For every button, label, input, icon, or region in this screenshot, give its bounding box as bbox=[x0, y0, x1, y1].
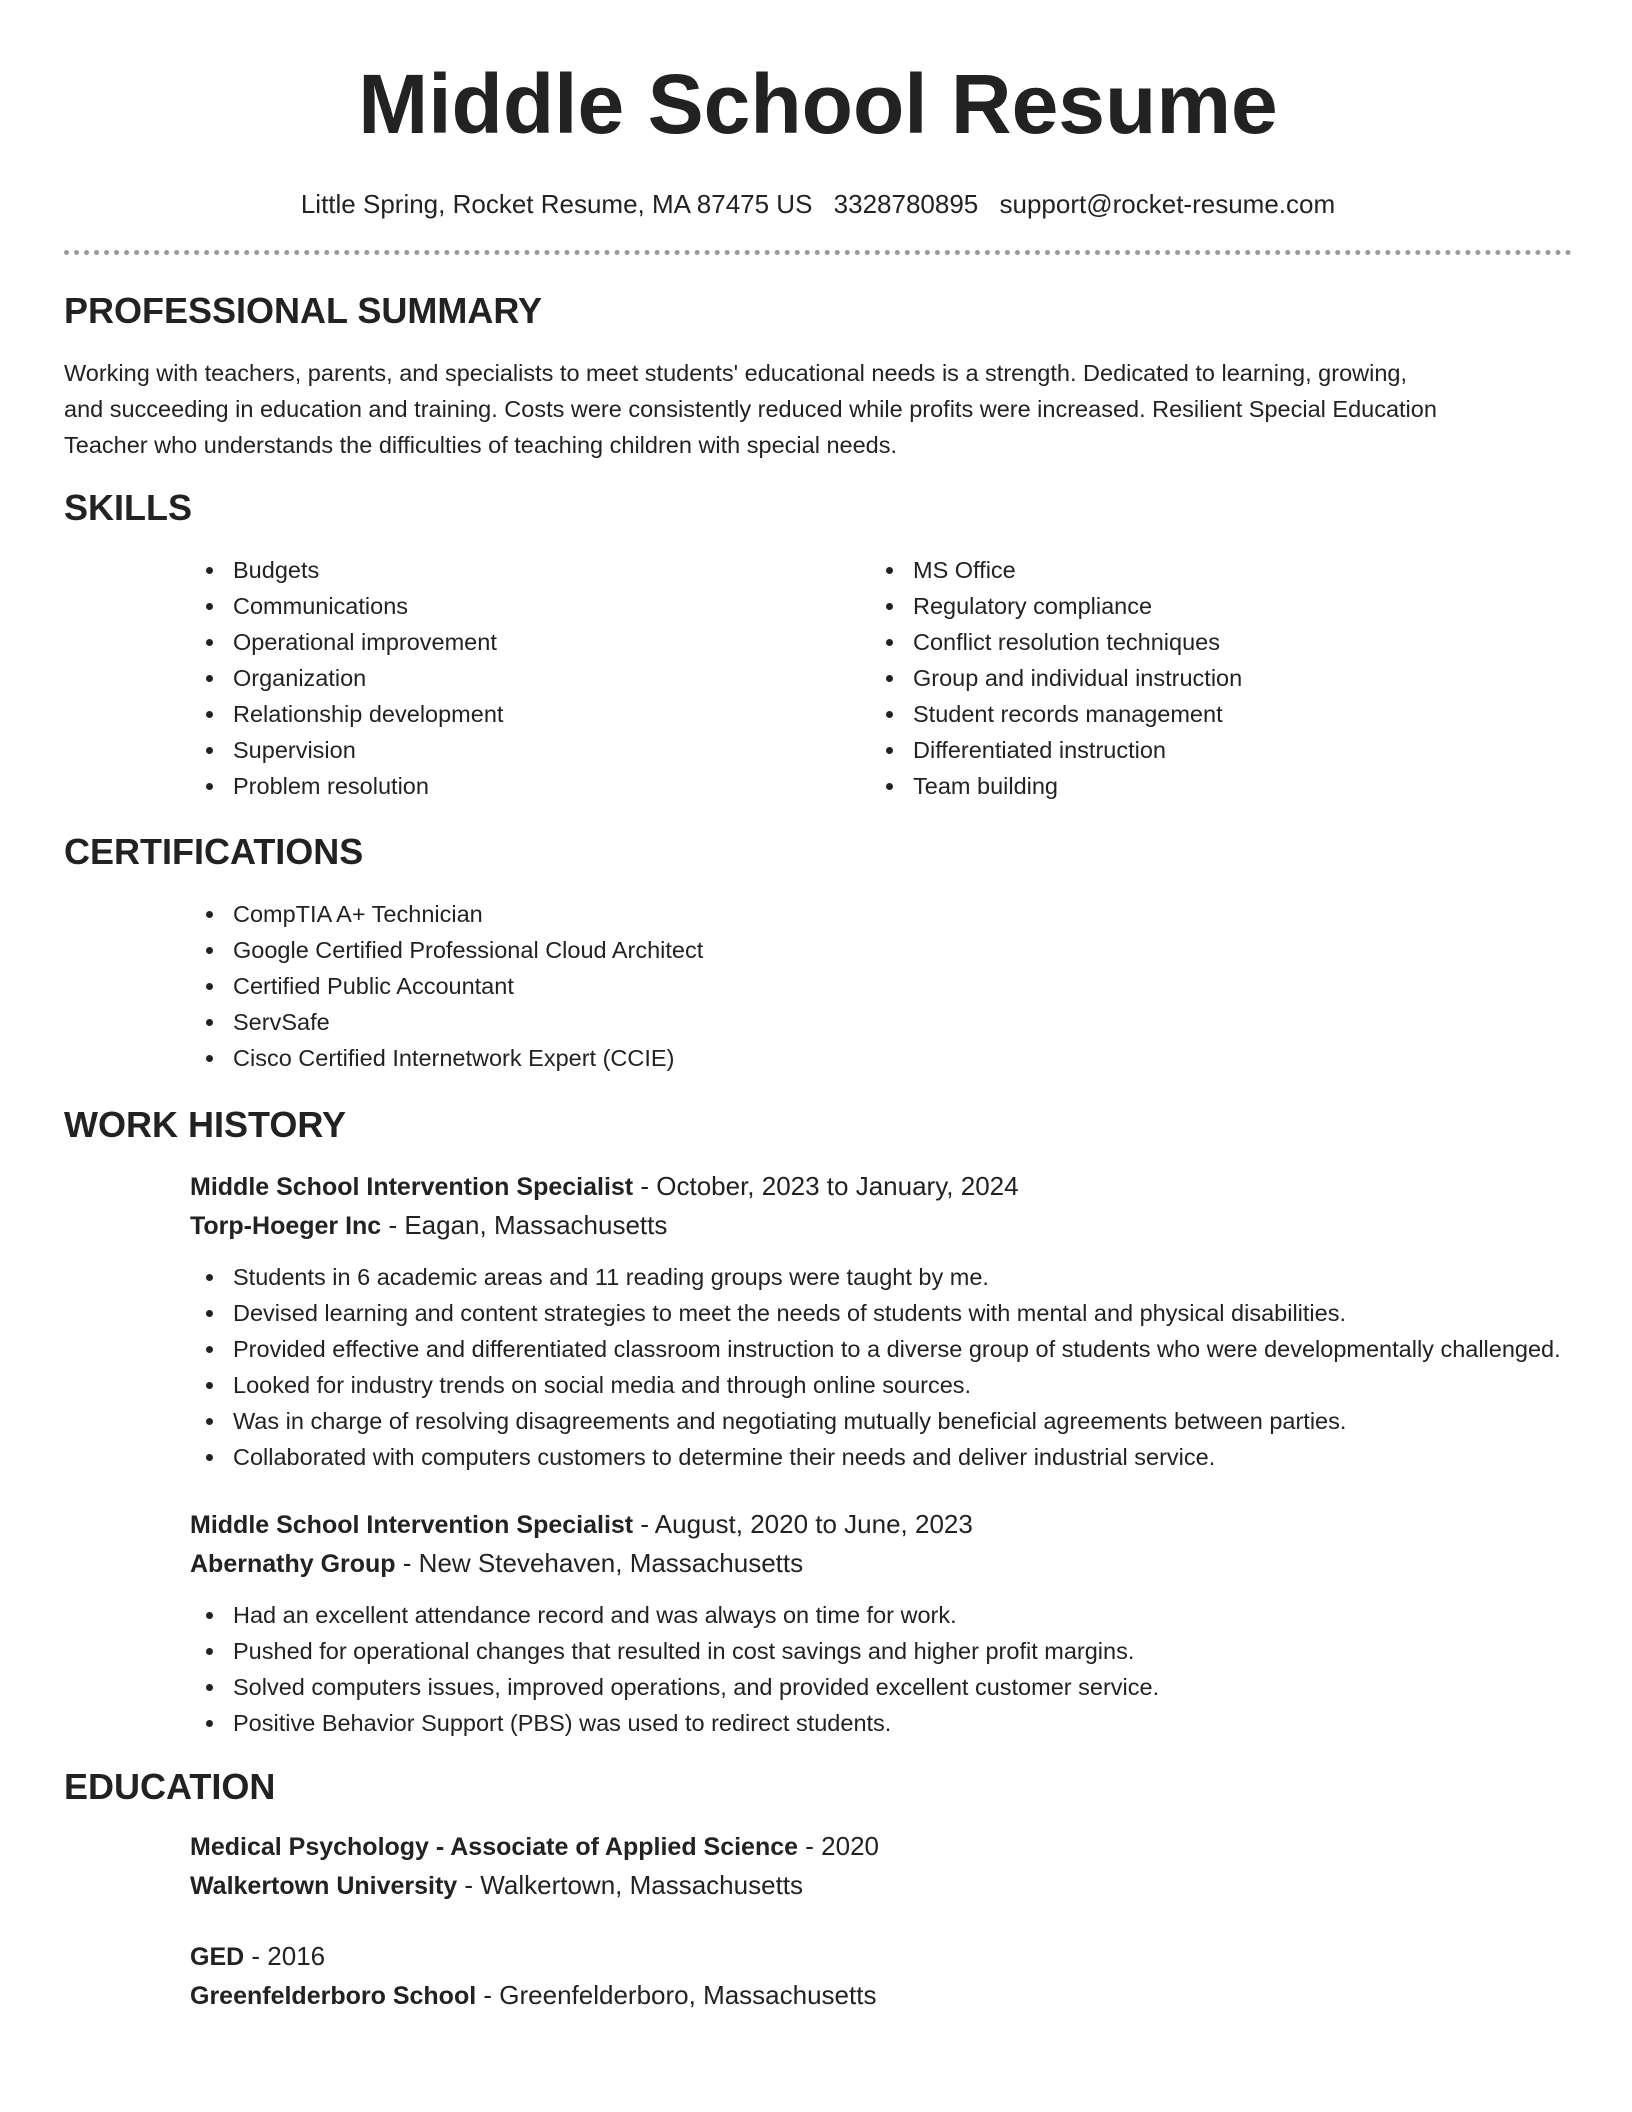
job-role: Middle School Intervention Specialist bbox=[190, 1511, 634, 1539]
education-degree-line bbox=[190, 1937, 1572, 1976]
resume-title: Middle School Resume bbox=[358, 57, 1278, 151]
job-entry bbox=[190, 1167, 1572, 1475]
education-school-line bbox=[190, 1866, 1572, 1905]
skill-item: Organization bbox=[190, 660, 870, 696]
header-divider bbox=[64, 250, 1572, 255]
job-company-line bbox=[190, 1544, 1572, 1583]
education-degree: Medical Psychology - Associate of Applied Science bbox=[190, 1833, 799, 1861]
section-title-work-history: WORK HISTORY bbox=[64, 1104, 347, 1145]
job-bullets bbox=[190, 1597, 1572, 1741]
job-location: - New Stevehaven, Massachusetts bbox=[395, 1548, 804, 1578]
education-section bbox=[64, 1765, 1572, 2015]
education-location: - Walkertown, Massachusetts bbox=[457, 1870, 804, 1900]
education-degree-line bbox=[190, 1827, 1572, 1866]
skill-item: Supervision bbox=[190, 732, 870, 768]
skill-item: Conflict resolution techniques bbox=[870, 624, 1550, 660]
certification-item: ServSafe bbox=[190, 1004, 1572, 1040]
job-title-line bbox=[190, 1505, 1572, 1544]
certification-item: Cisco Certified Internetwork Expert (CCIE) bbox=[190, 1040, 1572, 1076]
education-year: - 2020 bbox=[798, 1831, 879, 1861]
job-bullet: Had an excellent attendance record and was always on time for work. bbox=[190, 1597, 1573, 1633]
job-company-line bbox=[190, 1206, 1572, 1245]
skill-item: Problem resolution bbox=[190, 768, 870, 804]
skill-item: Regulatory compliance bbox=[870, 588, 1550, 624]
resume-header bbox=[64, 52, 1572, 255]
job-bullet: Provided effective and differentiated classroom instruction to a diverse group of students who were developmentally challenged. bbox=[190, 1331, 1573, 1367]
skills-section bbox=[64, 486, 1572, 804]
job-bullets bbox=[190, 1259, 1572, 1475]
education-entry bbox=[190, 1827, 1572, 1905]
skill-item: Relationship development bbox=[190, 696, 870, 732]
summary-section bbox=[64, 289, 1572, 463]
skill-item: Communications bbox=[190, 588, 870, 624]
resume-page bbox=[64, 0, 1572, 2015]
job-entry bbox=[190, 1505, 1572, 1741]
skill-item: Differentiated instruction bbox=[870, 732, 1550, 768]
summary-text: Working with teachers, parents, and specialists to meet students' educational needs is a strength. Dedicated to learning, growing, and succeeding in education and training. Costs were consistently reduced while profits were increased. Resilient Special Education Teacher who understands the difficulties of teaching children with special needs. bbox=[64, 360, 1437, 458]
job-bullet: Positive Behavior Support (PBS) was used to redirect students. bbox=[190, 1705, 1573, 1741]
contact-line bbox=[64, 186, 1572, 222]
contact-email: support@rocket-resume.com bbox=[999, 189, 1336, 219]
skill-item: MS Office bbox=[870, 552, 1550, 588]
job-bullet: Devised learning and content strategies to meet the needs of students with mental and physical disabilities. bbox=[190, 1295, 1573, 1331]
work-history-section bbox=[64, 1103, 1572, 1741]
job-bullet: Solved computers issues, improved operations, and provided excellent customer service. bbox=[190, 1669, 1573, 1705]
skill-item: Student records management bbox=[870, 696, 1550, 732]
education-location: - Greenfelderboro, Massachusetts bbox=[476, 1980, 877, 2010]
education-school-line bbox=[190, 1976, 1572, 2015]
certification-item: CompTIA A+ Technician bbox=[190, 896, 1572, 932]
job-company: Torp-Hoeger Inc bbox=[190, 1212, 382, 1240]
job-dates: - October, 2023 to January, 2024 bbox=[633, 1171, 1019, 1201]
job-location: - Eagan, Massachusetts bbox=[381, 1210, 668, 1240]
skill-item: Team building bbox=[870, 768, 1550, 804]
job-bullet: Was in charge of resolving disagreements and negotiating mutually beneficial agreements between parties. bbox=[190, 1403, 1573, 1439]
skill-item: Group and individual instruction bbox=[870, 660, 1550, 696]
job-company: Abernathy Group bbox=[190, 1550, 396, 1578]
section-title-skills: SKILLS bbox=[64, 487, 193, 528]
job-bullet: Looked for industry trends on social media and through online sources. bbox=[190, 1367, 1573, 1403]
job-bullet: Students in 6 academic areas and 11 reading groups were taught by me. bbox=[190, 1259, 1573, 1295]
certification-item: Google Certified Professional Cloud Architect bbox=[190, 932, 1572, 968]
skills-columns bbox=[190, 552, 1572, 804]
section-title-summary: PROFESSIONAL SUMMARY bbox=[64, 290, 543, 331]
skill-item: Budgets bbox=[190, 552, 870, 588]
job-dates: - August, 2020 to June, 2023 bbox=[633, 1509, 973, 1539]
skills-column-left bbox=[190, 552, 870, 804]
certifications-section bbox=[64, 830, 1572, 1076]
job-title-line bbox=[190, 1167, 1572, 1206]
education-entry bbox=[190, 1937, 1572, 2015]
certification-item: Certified Public Accountant bbox=[190, 968, 1572, 1004]
education-school: Walkertown University bbox=[190, 1872, 458, 1900]
education-degree: GED bbox=[190, 1943, 245, 1971]
job-bullet: Collaborated with computers customers to determine their needs and deliver industrial service. bbox=[190, 1439, 1573, 1475]
job-bullet: Pushed for operational changes that resulted in cost savings and higher profit margins. bbox=[190, 1633, 1573, 1669]
education-year: - 2016 bbox=[244, 1941, 326, 1971]
skill-item: Operational improvement bbox=[190, 624, 870, 660]
certifications-list bbox=[190, 896, 1572, 1076]
section-title-education: EDUCATION bbox=[64, 1766, 276, 1807]
skills-column-right bbox=[870, 552, 1550, 804]
section-title-certifications: CERTIFICATIONS bbox=[64, 831, 364, 872]
contact-address: Little Spring, Rocket Resume, MA 87475 US bbox=[300, 189, 813, 219]
job-role: Middle School Intervention Specialist bbox=[190, 1173, 634, 1201]
education-school: Greenfelderboro School bbox=[190, 1982, 477, 2010]
contact-phone: 3328780895 bbox=[833, 189, 979, 219]
